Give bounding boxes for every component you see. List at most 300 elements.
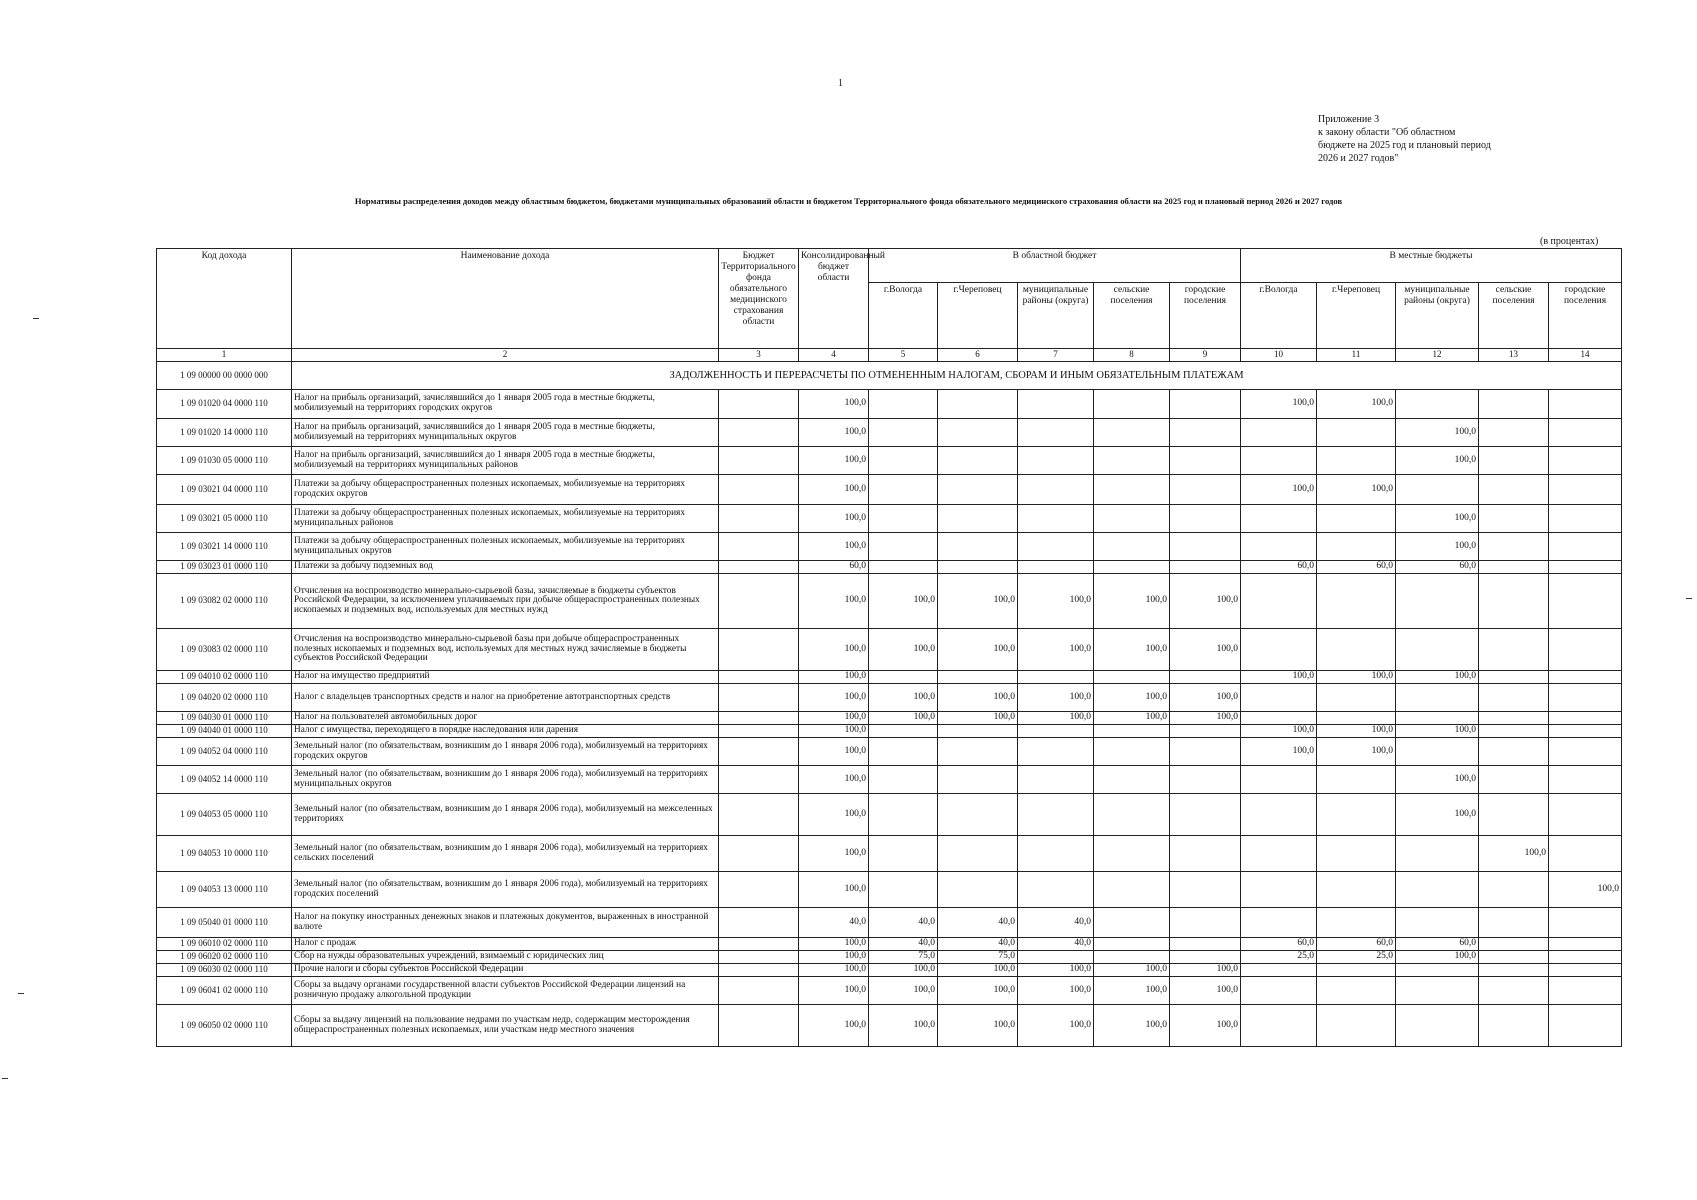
norm-value-col-6: 40,0 [938, 908, 1018, 938]
column-number: 9 [1170, 349, 1241, 362]
norm-value-col-5: 40,0 [869, 908, 938, 938]
norm-value-col-7: 100,0 [1018, 684, 1094, 712]
norm-value-col-7 [1018, 951, 1094, 964]
norm-value-col-8 [1094, 725, 1170, 738]
norm-value-col-5: 100,0 [869, 574, 938, 629]
norm-value-col-5 [869, 671, 938, 684]
norm-value-col-8 [1094, 794, 1170, 836]
norm-value-col-7 [1018, 419, 1094, 447]
norm-value-col-10 [1241, 908, 1317, 938]
column-number: 1 [157, 349, 292, 362]
column-number: 4 [799, 349, 869, 362]
norm-value-col-12 [1396, 977, 1479, 1005]
norm-value-col-11 [1317, 872, 1396, 908]
norm-value-col-12: 100,0 [1396, 419, 1479, 447]
norm-value-col-3 [719, 505, 799, 533]
norm-value-col-9: 100,0 [1170, 629, 1241, 671]
norm-value-col-13 [1479, 505, 1549, 533]
appendix-line: бюджете на 2025 год и плановый период [1318, 140, 1491, 151]
revenue-name: Платежи за добычу общераспространенных полезных ископаемых, мобилизуемые на территориях городских округов [292, 475, 719, 505]
norm-value-col-6 [938, 419, 1018, 447]
norm-value-col-9 [1170, 951, 1241, 964]
norm-value-col-12: 100,0 [1396, 447, 1479, 475]
revenue-name: Платежи за добычу общераспространенных полезных ископаемых, мобилизуемые на территориях муниципальных округов [292, 533, 719, 561]
norm-value-col-14 [1549, 505, 1622, 533]
norm-value-col-7 [1018, 561, 1094, 574]
table-row [157, 533, 1622, 561]
norm-value-col-9: 100,0 [1170, 1005, 1241, 1047]
norm-value-col-9 [1170, 836, 1241, 872]
revenue-name: Земельный налог (по обязательствам, возникшим до 1 января 2006 года), мобилизуемый на территориях городских округов [292, 738, 719, 766]
norm-value-col-8: 100,0 [1094, 1005, 1170, 1047]
norm-value-col-3 [719, 938, 799, 951]
norm-value-col-4: 100,0 [799, 533, 869, 561]
revenue-name: Налог с имущества, переходящего в порядке наследования или дарения [292, 725, 719, 738]
norm-value-col-3 [719, 475, 799, 505]
norm-value-col-3 [719, 533, 799, 561]
norm-value-col-3 [719, 684, 799, 712]
norm-value-col-14 [1549, 836, 1622, 872]
revenue-code: 1 09 06020 02 0000 110 [157, 951, 292, 964]
norm-value-col-4: 100,0 [799, 712, 869, 725]
norm-value-col-11 [1317, 447, 1396, 475]
norm-value-col-3 [719, 794, 799, 836]
norm-value-col-7: 100,0 [1018, 629, 1094, 671]
norm-value-col-13 [1479, 951, 1549, 964]
norm-value-col-6 [938, 447, 1018, 475]
norm-value-col-4: 100,0 [799, 794, 869, 836]
norm-value-col-11: 25,0 [1317, 951, 1396, 964]
section-code: 1 09 00000 00 0000 000 [157, 362, 292, 390]
norm-value-col-12 [1396, 629, 1479, 671]
norm-value-col-7: 40,0 [1018, 908, 1094, 938]
norm-value-col-9 [1170, 561, 1241, 574]
header-urban: городские поселения [1170, 283, 1241, 349]
norm-value-col-8 [1094, 475, 1170, 505]
norm-value-col-8 [1094, 938, 1170, 951]
header-districts: муниципальные районы (округа) [1396, 283, 1479, 349]
norm-value-col-8 [1094, 419, 1170, 447]
norm-value-col-8 [1094, 738, 1170, 766]
norm-value-col-12: 100,0 [1396, 533, 1479, 561]
norm-value-col-5 [869, 766, 938, 794]
norm-value-col-6: 100,0 [938, 977, 1018, 1005]
norm-value-col-3 [719, 964, 799, 977]
table-row [157, 712, 1622, 725]
norm-value-col-13 [1479, 671, 1549, 684]
revenue-code: 1 09 06050 02 0000 110 [157, 1005, 292, 1047]
norm-value-col-10 [1241, 1005, 1317, 1047]
norm-value-col-5 [869, 419, 938, 447]
norm-value-col-8 [1094, 390, 1170, 419]
norm-value-col-12 [1396, 712, 1479, 725]
revenue-name: Отчисления на воспроизводство минерально-сырьевой базы, зачисляемые в бюджеты субъектов Российской Федерации, за исключением уплачиваемых при добыче общераспространенных полезных ископаемых и подземных вод, используемых для местных нужд [292, 574, 719, 629]
norm-value-col-10 [1241, 766, 1317, 794]
norm-value-col-6 [938, 766, 1018, 794]
norm-value-col-6: 100,0 [938, 964, 1018, 977]
table-row [157, 1005, 1622, 1047]
revenue-name: Налог с продаж [292, 938, 719, 951]
revenue-distribution-table [156, 248, 1622, 1047]
norm-value-col-13 [1479, 419, 1549, 447]
column-number: 13 [1479, 349, 1549, 362]
revenue-name: Земельный налог (по обязательствам, возникшим до 1 января 2006 года), мобилизуемый на территориях муниципальных округов [292, 766, 719, 794]
revenue-code: 1 09 03021 05 0000 110 [157, 505, 292, 533]
norm-value-col-14 [1549, 684, 1622, 712]
norm-value-col-9 [1170, 505, 1241, 533]
units-note: (в процентах) [1540, 236, 1599, 247]
norm-value-col-12 [1396, 964, 1479, 977]
revenue-name: Платежи за добычу общераспространенных полезных ископаемых, мобилизуемые на территориях муниципальных районов [292, 505, 719, 533]
norm-value-col-6: 100,0 [938, 712, 1018, 725]
norm-value-col-13 [1479, 1005, 1549, 1047]
norm-value-col-11 [1317, 908, 1396, 938]
norm-value-col-13 [1479, 766, 1549, 794]
norm-value-col-11: 100,0 [1317, 671, 1396, 684]
header-name: Наименование дохода [292, 249, 719, 349]
column-number: 8 [1094, 349, 1170, 362]
norm-value-col-9 [1170, 738, 1241, 766]
norm-value-col-8: 100,0 [1094, 964, 1170, 977]
norm-value-col-10: 100,0 [1241, 390, 1317, 419]
header-consolidated: Консолидированный бюджет области [799, 249, 869, 349]
norm-value-col-14 [1549, 738, 1622, 766]
norm-value-col-10: 25,0 [1241, 951, 1317, 964]
column-number: 3 [719, 349, 799, 362]
norm-value-col-4: 100,0 [799, 505, 869, 533]
norm-value-col-6 [938, 475, 1018, 505]
margin-mark [18, 993, 24, 994]
table-row [157, 684, 1622, 712]
header-rural: сельские поселения [1094, 283, 1170, 349]
norm-value-col-4: 100,0 [799, 671, 869, 684]
revenue-name: Сборы за выдачу лицензий на пользование недрами по участкам недр, содержащим месторождения общераспространенных полезных ископаемых, или участкам недр местного значения [292, 1005, 719, 1047]
norm-value-col-8 [1094, 836, 1170, 872]
norm-value-col-7: 100,0 [1018, 574, 1094, 629]
norm-value-col-8: 100,0 [1094, 629, 1170, 671]
norm-value-col-13 [1479, 447, 1549, 475]
revenue-name: Налог на имущество предприятий [292, 671, 719, 684]
norm-value-col-4: 100,0 [799, 766, 869, 794]
norm-value-col-14 [1549, 447, 1622, 475]
norm-value-col-4: 100,0 [799, 725, 869, 738]
norm-value-col-6: 75,0 [938, 951, 1018, 964]
norm-value-col-10 [1241, 712, 1317, 725]
norm-value-col-7: 100,0 [1018, 964, 1094, 977]
norm-value-col-12: 100,0 [1396, 725, 1479, 738]
norm-value-col-14 [1549, 712, 1622, 725]
norm-value-col-7 [1018, 766, 1094, 794]
norm-value-col-8 [1094, 908, 1170, 938]
revenue-code: 1 09 01030 05 0000 110 [157, 447, 292, 475]
norm-value-col-13 [1479, 629, 1549, 671]
column-numbers-row [157, 349, 1622, 362]
norm-value-col-3 [719, 951, 799, 964]
norm-value-col-9 [1170, 938, 1241, 951]
norm-value-col-11 [1317, 533, 1396, 561]
norm-value-col-11 [1317, 684, 1396, 712]
norm-value-col-9 [1170, 475, 1241, 505]
norm-value-col-13 [1479, 738, 1549, 766]
table-row [157, 938, 1622, 951]
norm-value-col-10: 100,0 [1241, 671, 1317, 684]
norm-value-col-6 [938, 872, 1018, 908]
norm-value-col-5 [869, 447, 938, 475]
norm-value-col-13: 100,0 [1479, 836, 1549, 872]
norm-value-col-3 [719, 561, 799, 574]
norm-value-col-9: 100,0 [1170, 712, 1241, 725]
norm-value-col-8: 100,0 [1094, 574, 1170, 629]
appendix-note [1318, 113, 1491, 165]
norm-value-col-8 [1094, 447, 1170, 475]
norm-value-col-5: 100,0 [869, 977, 938, 1005]
table-row [157, 872, 1622, 908]
norm-value-col-3 [719, 908, 799, 938]
norm-value-col-11 [1317, 505, 1396, 533]
norm-value-col-11 [1317, 629, 1396, 671]
norm-value-col-4: 100,0 [799, 872, 869, 908]
revenue-code: 1 09 03023 01 0000 110 [157, 561, 292, 574]
norm-value-col-11: 60,0 [1317, 561, 1396, 574]
table-row [157, 794, 1622, 836]
norm-value-col-12: 100,0 [1396, 505, 1479, 533]
norm-value-col-4: 100,0 [799, 419, 869, 447]
norm-value-col-5 [869, 738, 938, 766]
norm-value-col-4: 100,0 [799, 938, 869, 951]
norm-value-col-10: 100,0 [1241, 475, 1317, 505]
norm-value-col-3 [719, 738, 799, 766]
norm-value-col-11 [1317, 964, 1396, 977]
norm-value-col-11: 100,0 [1317, 725, 1396, 738]
norm-value-col-3 [719, 390, 799, 419]
norm-value-col-4: 60,0 [799, 561, 869, 574]
appendix-line: к закону области "Об областном [1318, 127, 1456, 138]
norm-value-col-7 [1018, 533, 1094, 561]
norm-value-col-14 [1549, 419, 1622, 447]
table-row [157, 419, 1622, 447]
norm-value-col-12 [1396, 738, 1479, 766]
norm-value-col-11 [1317, 836, 1396, 872]
norm-value-col-13 [1479, 475, 1549, 505]
norm-value-col-7 [1018, 475, 1094, 505]
norm-value-col-14 [1549, 725, 1622, 738]
norm-value-col-13 [1479, 684, 1549, 712]
norm-value-col-12 [1396, 908, 1479, 938]
norm-value-col-12 [1396, 836, 1479, 872]
norm-value-col-11 [1317, 766, 1396, 794]
norm-value-col-12: 100,0 [1396, 671, 1479, 684]
norm-value-col-6: 100,0 [938, 629, 1018, 671]
norm-value-col-9 [1170, 671, 1241, 684]
norm-value-col-14 [1549, 908, 1622, 938]
column-number: 10 [1241, 349, 1317, 362]
norm-value-col-3 [719, 836, 799, 872]
norm-value-col-6: 100,0 [938, 574, 1018, 629]
norm-value-col-5 [869, 505, 938, 533]
norm-value-col-11: 100,0 [1317, 475, 1396, 505]
column-number: 11 [1317, 349, 1396, 362]
norm-value-col-8 [1094, 505, 1170, 533]
table-row [157, 977, 1622, 1005]
norm-value-col-10 [1241, 419, 1317, 447]
revenue-code: 1 09 04053 05 0000 110 [157, 794, 292, 836]
table-row [157, 671, 1622, 684]
norm-value-col-4: 100,0 [799, 836, 869, 872]
norm-value-col-13 [1479, 574, 1549, 629]
norm-value-col-13 [1479, 872, 1549, 908]
section-title: ЗАДОЛЖЕННОСТЬ И ПЕРЕРАСЧЕТЫ ПО ОТМЕНЕННЫМ НАЛОГАМ, СБОРАМ И ИНЫМ ОБЯЗАТЕЛЬНЫМ ПЛАТЕЖАМ [292, 362, 1622, 390]
norm-value-col-9 [1170, 908, 1241, 938]
norm-value-col-6 [938, 836, 1018, 872]
header-vologda: г.Вологда [1241, 283, 1317, 349]
norm-value-col-8: 100,0 [1094, 712, 1170, 725]
norm-value-col-3 [719, 574, 799, 629]
norm-value-col-4: 100,0 [799, 977, 869, 1005]
norm-value-col-5: 75,0 [869, 951, 938, 964]
revenue-code: 1 09 01020 04 0000 110 [157, 390, 292, 419]
header-rural: сельские поселения [1479, 283, 1549, 349]
norm-value-col-5 [869, 836, 938, 872]
norm-value-col-7 [1018, 447, 1094, 475]
norm-value-col-9 [1170, 725, 1241, 738]
margin-mark [2, 1078, 8, 1079]
norm-value-col-11: 60,0 [1317, 938, 1396, 951]
norm-value-col-6 [938, 794, 1018, 836]
revenue-name: Земельный налог (по обязательствам, возникшим до 1 января 2006 года), мобилизуемый на межселенных территориях [292, 794, 719, 836]
norm-value-col-8 [1094, 671, 1170, 684]
norm-value-col-7 [1018, 390, 1094, 419]
norm-value-col-3 [719, 977, 799, 1005]
header-regional-budget: В областной бюджет [869, 249, 1241, 283]
norm-value-col-3 [719, 725, 799, 738]
norm-value-col-10 [1241, 872, 1317, 908]
norm-value-col-14 [1549, 951, 1622, 964]
norm-value-col-4: 100,0 [799, 447, 869, 475]
revenue-name: Налог на пользователей автомобильных дорог [292, 712, 719, 725]
revenue-name: Сборы за выдачу органами государственной власти субъектов Российской Федерации лицензий на розничную продажу алкогольной продукции [292, 977, 719, 1005]
norm-value-col-5 [869, 561, 938, 574]
column-number: 7 [1018, 349, 1094, 362]
margin-mark [33, 318, 39, 319]
revenue-code: 1 09 06041 02 0000 110 [157, 977, 292, 1005]
norm-value-col-4: 100,0 [799, 475, 869, 505]
revenue-name: Налог на покупку иностранных денежных знаков и платежных документов, выраженных в иностранной валюте [292, 908, 719, 938]
norm-value-col-9 [1170, 447, 1241, 475]
norm-value-col-5 [869, 533, 938, 561]
revenue-code: 1 09 04040 01 0000 110 [157, 725, 292, 738]
norm-value-col-13 [1479, 938, 1549, 951]
norm-value-col-11: 100,0 [1317, 390, 1396, 419]
norm-value-col-3 [719, 629, 799, 671]
norm-value-col-12: 100,0 [1396, 951, 1479, 964]
norm-value-col-11: 100,0 [1317, 738, 1396, 766]
norm-value-col-13 [1479, 794, 1549, 836]
norm-value-col-7 [1018, 794, 1094, 836]
norm-value-col-11 [1317, 977, 1396, 1005]
norm-value-col-9 [1170, 533, 1241, 561]
norm-value-col-8 [1094, 872, 1170, 908]
revenue-code: 1 09 03082 02 0000 110 [157, 574, 292, 629]
norm-value-col-3 [719, 419, 799, 447]
table-row [157, 908, 1622, 938]
norm-value-col-4: 100,0 [799, 629, 869, 671]
norm-value-col-10: 60,0 [1241, 938, 1317, 951]
norm-value-col-9: 100,0 [1170, 977, 1241, 1005]
norm-value-col-14 [1549, 561, 1622, 574]
norm-value-col-12: 60,0 [1396, 938, 1479, 951]
norm-value-col-8 [1094, 561, 1170, 574]
norm-value-col-8: 100,0 [1094, 684, 1170, 712]
norm-value-col-5 [869, 872, 938, 908]
header-local-budgets: В местные бюджеты [1241, 249, 1622, 283]
table-row [157, 766, 1622, 794]
norm-value-col-4: 100,0 [799, 738, 869, 766]
norm-value-col-8 [1094, 766, 1170, 794]
norm-value-col-10: 100,0 [1241, 725, 1317, 738]
norm-value-col-7 [1018, 671, 1094, 684]
norm-value-col-11 [1317, 1005, 1396, 1047]
table-row [157, 574, 1622, 629]
norm-value-col-7 [1018, 725, 1094, 738]
norm-value-col-4: 40,0 [799, 908, 869, 938]
table-row [157, 629, 1622, 671]
norm-value-col-11 [1317, 574, 1396, 629]
revenue-code: 1 09 03021 14 0000 110 [157, 533, 292, 561]
header-cherepovets: г.Череповец [938, 283, 1018, 349]
document-title: Нормативы распределения доходов между областным бюджетом, бюджетами муниципальных образований области и бюджетом Территориального фонда обязательного медицинского страхования области на 2025 год и плановый период 2026 и 2027 годов [354, 196, 1343, 206]
norm-value-col-10: 100,0 [1241, 738, 1317, 766]
norm-value-col-6 [938, 671, 1018, 684]
norm-value-col-10 [1241, 574, 1317, 629]
revenue-code: 1 09 04052 04 0000 110 [157, 738, 292, 766]
revenue-code: 1 09 05040 01 0000 110 [157, 908, 292, 938]
revenue-name: Прочие налоги и сборы субъектов Российской Федерации [292, 964, 719, 977]
table-row [157, 447, 1622, 475]
norm-value-col-14 [1549, 671, 1622, 684]
margin-mark [1686, 598, 1692, 599]
revenue-name: Налог на прибыль организаций, зачислявшийся до 1 января 2005 года в местные бюджеты, мобилизуемый на территориях муниципальных округов [292, 419, 719, 447]
norm-value-col-10: 60,0 [1241, 561, 1317, 574]
revenue-code: 1 09 04053 13 0000 110 [157, 872, 292, 908]
norm-value-col-4: 100,0 [799, 574, 869, 629]
norm-value-col-3 [719, 447, 799, 475]
norm-value-col-14 [1549, 794, 1622, 836]
table-row [157, 475, 1622, 505]
column-number: 6 [938, 349, 1018, 362]
norm-value-col-9 [1170, 794, 1241, 836]
norm-value-col-7: 100,0 [1018, 977, 1094, 1005]
norm-value-col-3 [719, 766, 799, 794]
revenue-name: Земельный налог (по обязательствам, возникшим до 1 января 2006 года), мобилизуемый на территориях сельских поселений [292, 836, 719, 872]
revenue-code: 1 09 04020 02 0000 110 [157, 684, 292, 712]
norm-value-col-9 [1170, 390, 1241, 419]
norm-value-col-6 [938, 738, 1018, 766]
norm-value-col-6: 100,0 [938, 1005, 1018, 1047]
revenue-name: Сбор на нужды образовательных учреждений, взимаемый с юридических лиц [292, 951, 719, 964]
table-row [157, 390, 1622, 419]
header-code: Код дохода [157, 249, 292, 349]
revenue-name: Земельный налог (по обязательствам, возникшим до 1 января 2006 года), мобилизуемый на территориях городских поселений [292, 872, 719, 908]
column-number: 14 [1549, 349, 1622, 362]
norm-value-col-7: 100,0 [1018, 1005, 1094, 1047]
norm-value-col-14 [1549, 766, 1622, 794]
norm-value-col-3 [719, 1005, 799, 1047]
header-urban: городские поселения [1549, 283, 1622, 349]
norm-value-col-3 [719, 712, 799, 725]
header-tfoms: Бюджет Территориального фонда обязательного медицинского страхования области [719, 249, 799, 349]
norm-value-col-9 [1170, 419, 1241, 447]
norm-value-col-7 [1018, 505, 1094, 533]
